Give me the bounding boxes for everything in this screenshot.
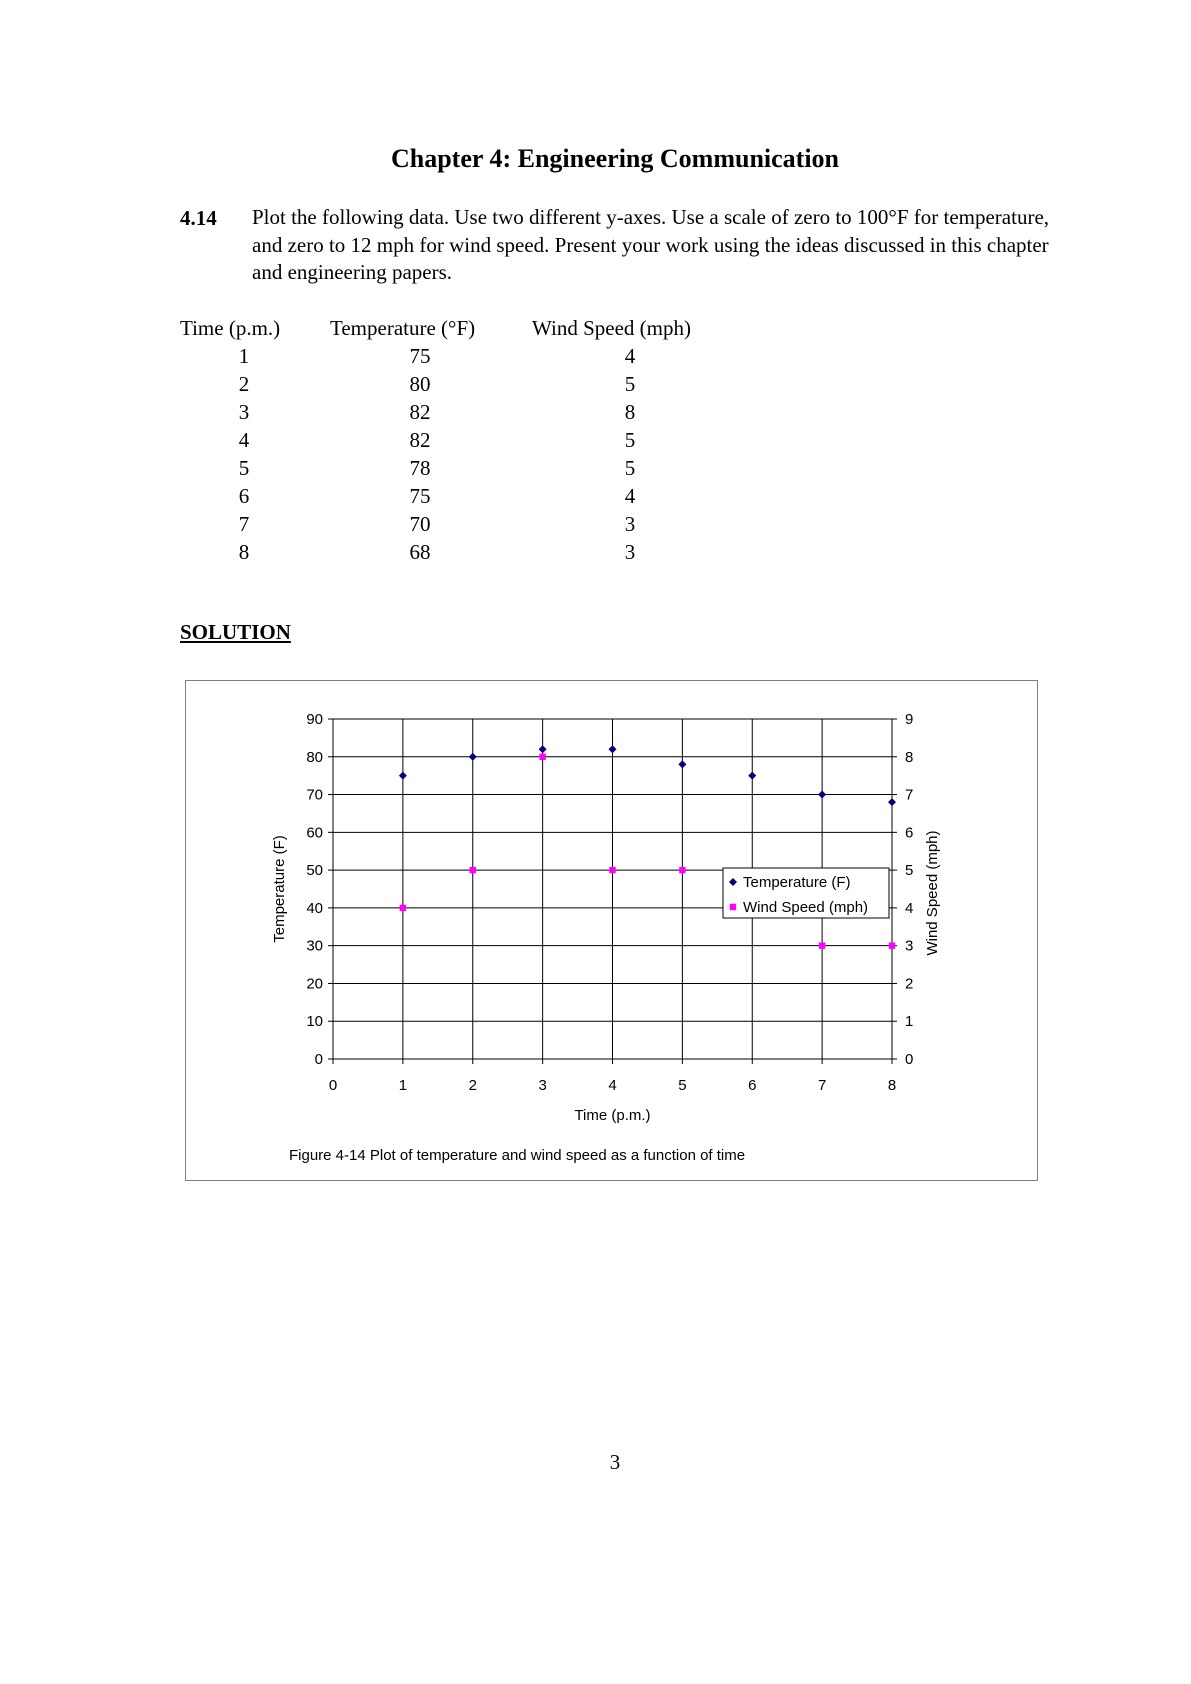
table-header-temperature: Temperature (°F): [330, 316, 476, 340]
table-cell-temperature: 75: [409, 484, 431, 508]
y-tick-label-right: 9: [905, 711, 914, 728]
wind-speed-point: [889, 942, 895, 948]
x-tick-label: 0: [328, 1077, 338, 1094]
table-cell-time: 1: [238, 344, 250, 368]
x-tick-label: 4: [608, 1077, 617, 1094]
y-tick-label-right: 7: [905, 786, 914, 804]
table-cell-time: 3: [238, 400, 250, 424]
y-axis-title-right: Wind Speed (mph): [924, 830, 941, 956]
table-cell-temperature: 82: [409, 400, 431, 424]
wind-speed-point: [819, 942, 825, 948]
table-cell-time: 8: [238, 540, 250, 564]
y-tick-label-right: 6: [905, 824, 914, 842]
wind-speed-point: [539, 754, 545, 760]
y-tick-label-left: 80: [306, 748, 323, 766]
legend-marker-wind-speed: [730, 904, 736, 910]
y-tick-label-left: 30: [306, 937, 323, 955]
y-axis-title-left: Temperature (F): [271, 835, 288, 943]
table-cell-time: 7: [238, 512, 250, 536]
y-tick-label-right: 3: [905, 937, 914, 955]
wind-speed-point: [679, 867, 685, 873]
y-tick-label-left: 90: [306, 711, 323, 728]
table-cell-time: 5: [238, 456, 250, 480]
table-header-time: Time (p.m.): [180, 316, 281, 340]
table-cell-wind-speed: 5: [624, 372, 636, 396]
y-tick-label-left: 50: [306, 862, 323, 880]
legend-label-wind-speed: Wind Speed (mph): [743, 899, 869, 916]
table-cell-temperature: 68: [409, 540, 431, 564]
page-number: 3: [609, 1450, 621, 1474]
y-tick-label-left: 40: [306, 899, 323, 917]
x-tick-label: 5: [678, 1077, 687, 1094]
y-tick-label-right: 1: [905, 1013, 914, 1031]
table-cell-time: 2: [238, 372, 250, 396]
table-cell-temperature: 82: [409, 428, 431, 452]
y-tick-label-left: 0: [314, 1051, 323, 1068]
table-cell-wind-speed: 4: [624, 344, 636, 368]
table-cell-wind-speed: 5: [624, 456, 636, 480]
y-tick-label-left: 70: [306, 786, 323, 804]
y-tick-label-left: 20: [306, 975, 323, 993]
table-cell-wind-speed: 4: [624, 484, 636, 508]
x-tick-label: 6: [748, 1077, 757, 1094]
table-cell-time: 4: [238, 428, 250, 452]
chapter-title: Chapter 4: Engineering Communication: [390, 144, 840, 173]
wind-speed-point: [470, 867, 476, 873]
x-tick-label: 8: [887, 1077, 897, 1094]
table-cell-wind-speed: 3: [624, 512, 636, 536]
table-cell-wind-speed: 3: [624, 540, 636, 564]
y-tick-label-right: 4: [905, 899, 914, 917]
table-cell-wind-speed: 5: [624, 428, 636, 452]
x-tick-label: 7: [817, 1077, 827, 1094]
table-cell-temperature: 70: [409, 512, 431, 536]
table-cell-time: 6: [238, 484, 250, 508]
x-tick-label: 2: [468, 1077, 477, 1094]
wind-speed-point: [609, 867, 615, 873]
table-cell-wind-speed: 8: [624, 400, 636, 424]
legend-label-temperature: Temperature (F): [743, 874, 851, 891]
table-cell-temperature: 75: [409, 344, 431, 368]
wind-speed-point: [400, 905, 406, 911]
problem-text: Plot the following data. Use two different y-axes. Use a scale of zero to 100°F for temperature, and zero to 12 mph for wind speed. Present your work using the ideas discussed in this chapter and engineering papers.: [252, 205, 1050, 284]
table-cell-temperature: 80: [409, 372, 431, 396]
y-tick-label-right: 8: [905, 748, 914, 766]
y-tick-label-right: 0: [905, 1051, 914, 1068]
x-tick-label: 3: [538, 1077, 547, 1094]
y-tick-label-right: 5: [905, 862, 914, 880]
x-tick-label: 1: [398, 1077, 408, 1094]
table-header-wind-speed: Wind Speed (mph): [532, 316, 691, 340]
y-tick-label-right: 2: [905, 975, 914, 993]
figure-caption: Figure 4-14 Plot of temperature and wind speed as a function of time: [289, 1147, 746, 1164]
y-tick-label-left: 10: [306, 1013, 323, 1031]
y-tick-label-left: 60: [306, 824, 323, 842]
table-cell-temperature: 78: [409, 456, 431, 480]
figure-box: [185, 680, 1038, 1181]
chart: [186, 681, 1037, 1180]
solution-heading: SOLUTION: [180, 620, 291, 644]
x-axis-title: Time (p.m.): [574, 1107, 651, 1124]
problem-number: 4.14: [180, 206, 217, 230]
